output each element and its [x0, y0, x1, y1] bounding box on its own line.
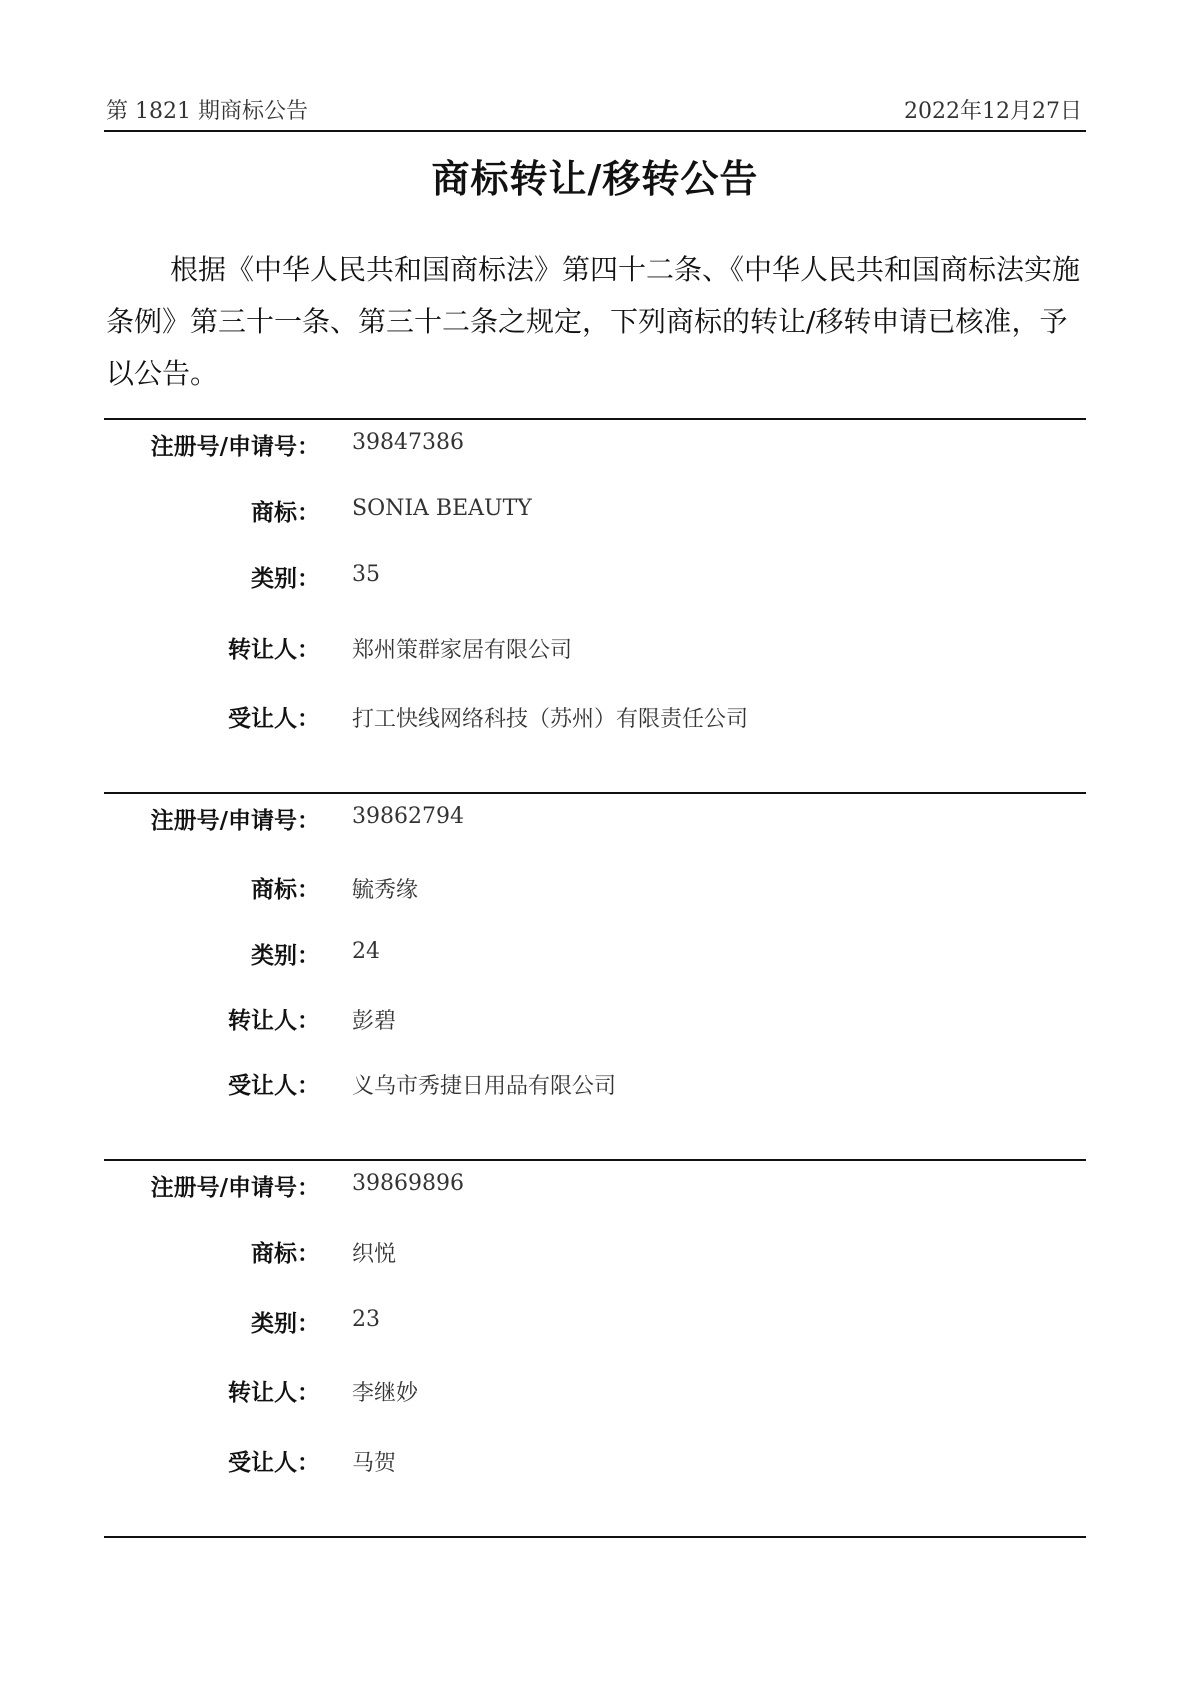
mark-row — [0, 871, 1190, 905]
class-label: 类别： — [251, 1311, 320, 1337]
mark-label: 商标： — [251, 1241, 320, 1267]
assignor-row — [0, 1374, 1190, 1408]
class-value: 35 — [352, 562, 380, 587]
class-value: 23 — [352, 1307, 380, 1332]
reg-no-value: 39862794 — [352, 804, 464, 829]
page-title: 商标转让/移转公告 — [431, 157, 759, 201]
reg-no-row — [0, 428, 1190, 462]
assignee-row — [0, 1067, 1190, 1101]
assignee-value: 打工快线网络科技（苏州）有限责任公司 — [352, 707, 749, 732]
entry-divider — [104, 418, 1086, 420]
assignor-label: 转让人： — [228, 1380, 320, 1406]
header-divider — [104, 130, 1086, 132]
reg-no-value: 39869896 — [352, 1171, 464, 1196]
entry-divider — [104, 1536, 1086, 1538]
mark-row — [0, 1235, 1190, 1269]
mark-label: 商标： — [251, 877, 320, 903]
reg-no-label: 注册号/申请号： — [150, 808, 320, 834]
entry-divider — [104, 1159, 1086, 1161]
class-label: 类别： — [251, 943, 320, 969]
class-row — [0, 1305, 1190, 1339]
reg-no-row — [0, 802, 1190, 836]
assignor-label: 转让人： — [228, 1008, 320, 1034]
assignee-value: 义乌市秀捷日用品有限公司 — [352, 1074, 617, 1099]
class-value: 24 — [352, 939, 380, 964]
assignor-row — [0, 631, 1190, 665]
assignee-label: 受让人： — [228, 706, 320, 732]
reg-no-label: 注册号/申请号： — [150, 434, 320, 460]
assignee-label: 受让人： — [228, 1073, 320, 1099]
intro-paragraph: 根据《中华人民共和国商标法》第四十二条、《中华人民共和国商标法实施条例》第三十一条、第三十二条之规定，下列商标的转让/移转申请已核准，予以公告。 — [106, 253, 1081, 390]
assignor-label: 转让人： — [228, 637, 320, 663]
entry-divider — [104, 792, 1086, 794]
assignor-value: 李继妙 — [352, 1381, 419, 1406]
reg-no-value: 39847386 — [352, 430, 464, 455]
assignee-value: 马贺 — [352, 1451, 397, 1476]
assignor-value: 彭碧 — [352, 1009, 397, 1034]
assignor-value: 郑州策群家居有限公司 — [352, 638, 573, 663]
assignee-row — [0, 700, 1190, 734]
assignor-row — [0, 1002, 1190, 1036]
mark-value: SONIA BEAUTY — [352, 496, 532, 521]
mark-label: 商标： — [251, 500, 320, 526]
reg-no-label: 注册号/申请号： — [150, 1175, 320, 1201]
mark-value: 织悦 — [352, 1242, 397, 1267]
class-row — [0, 937, 1190, 971]
assignee-row — [0, 1444, 1190, 1478]
class-row — [0, 560, 1190, 594]
mark-value: 毓秀缘 — [352, 878, 419, 903]
reg-no-row — [0, 1169, 1190, 1203]
assignee-label: 受让人： — [228, 1450, 320, 1476]
publication-date: 2022年12月27日 — [904, 99, 1082, 124]
mark-row — [0, 494, 1190, 528]
issue-number: 第 1821 期商标公告 — [106, 99, 308, 124]
class-label: 类别： — [251, 566, 320, 592]
